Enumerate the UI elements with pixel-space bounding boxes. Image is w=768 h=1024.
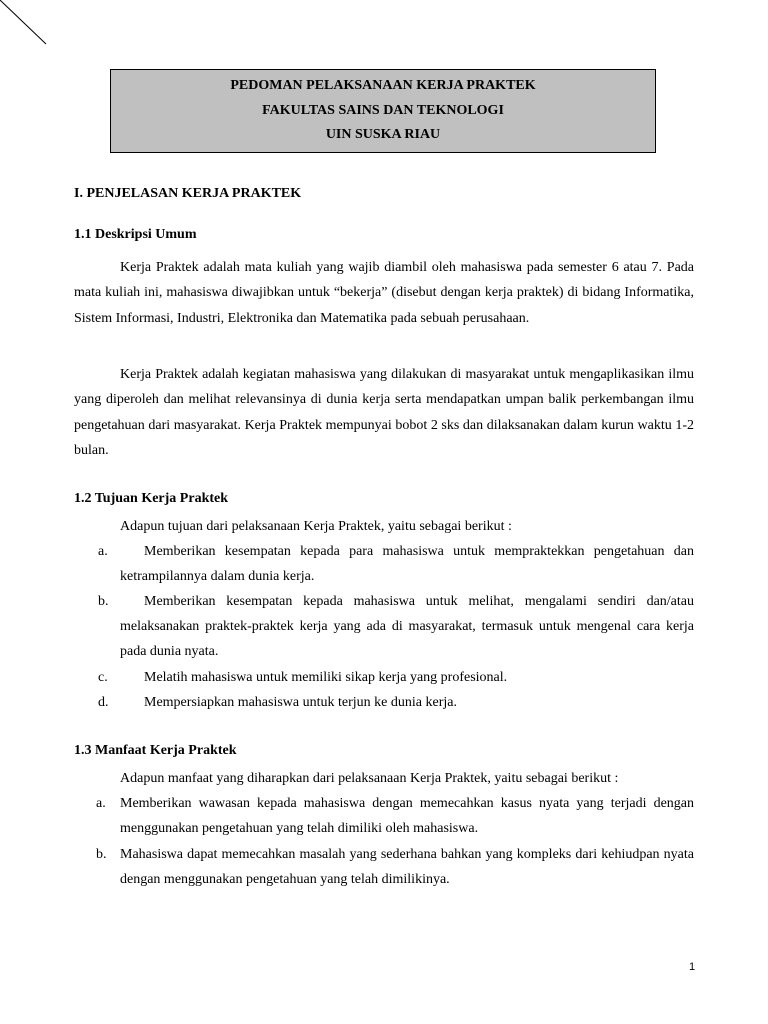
subsection-title-manfaat: 1.3 Manfaat Kerja Praktek [74,743,237,758]
list-item [74,665,694,690]
list-item [74,539,694,589]
list-item [74,791,694,841]
list-item-text: Memberikan kesempatan kepada mahasiswa untuk melihat, mengalami sendiri dan/atau melaksanakan praktek-praktek kerja yang ada di masyarakat, termasuk untuk mengenal cara kerja pada dunia nyata. [120,594,694,659]
list-item-text: Memberikan kesempatan kepada para mahasiswa untuk mempraktekkan pengetahuan dan ketrampilannya dalam dunia kerja. [120,544,694,584]
list-item [74,690,694,715]
subsection-title-tujuan: 1.2 Tujuan Kerja Praktek [74,491,229,506]
list-marker: b. [96,847,107,862]
list-marker: b. [98,594,109,609]
corner-fold-mark [0,0,60,60]
list-item-text: Mempersiapkan mahasiswa untuk terjun ke dunia kerja. [144,695,457,710]
manfaat-intro: Adapun manfaat yang diharapkan dari pelaksanaan Kerja Praktek, yaitu sebagai berikut : [120,771,619,786]
header-faculty: FAKULTAS SAINS DAN TEKNOLOGI [262,102,504,118]
paragraph-deskripsi-2: Kerja Praktek adalah kegiatan mahasiswa yang dilakukan di masyarakat untuk mengaplikasikan ilmu yang diperoleh dan melihat relevansinya di dunia kerja serta mendapatkan umpan balik perkembangan ilmu pengetahuan dari masyarakat. Kerja Praktek mempunyai bobot 2 sks dan dilaksanakan dalam kurun waktu 1-2 bulan. [74,367,694,458]
list-item [74,589,694,664]
list-item [74,842,694,892]
tujuan-intro: Adapun tujuan dari pelaksanaan Kerja Praktek, yaitu sebagai berikut : [120,519,512,534]
page-number: 1 [689,961,696,973]
header-title: PEDOMAN PELAKSANAAN KERJA PRAKTEK [230,78,536,94]
section-title: I. PENJELASAN KERJA PRAKTEK [74,186,302,201]
list-item-text: Mahasiswa dapat memecahkan masalah yang sederhana bahkan yang kompleks dari kehiudpan nyata dengan menggunakan pengetahuan yang telah dimilikinya. [120,847,694,887]
list-marker: c. [98,670,108,685]
list-marker: a. [98,544,108,559]
subsection-title-deskripsi: 1.1 Deskripsi Umum [74,227,197,242]
list-item-text: Melatih mahasiswa untuk memiliki sikap kerja yang profesional. [144,670,508,685]
list-item-text: Memberikan wawasan kepada mahasiswa dengan memecahkan kasus nyata yang terjadi dengan menggunakan pengetahuan yang telah dimiliki oleh mahasiswa. [120,796,694,836]
header-university: UIN SUSKA RIAU [325,127,441,143]
document-header [110,69,656,153]
list-marker: a. [96,796,106,811]
list-marker: d. [98,695,109,710]
paragraph-deskripsi-1: Kerja Praktek adalah mata kuliah yang wajib diambil oleh mahasiswa pada semester 6 atau 7. Pada mata kuliah ini, mahasiswa diwajibkan untuk “bekerja” (disebut dengan kerja praktek) di bidang Informatika, Sistem Informasi, Industri, Elektronika dan Matematika pada sebuah perusahaan. [74,260,694,326]
